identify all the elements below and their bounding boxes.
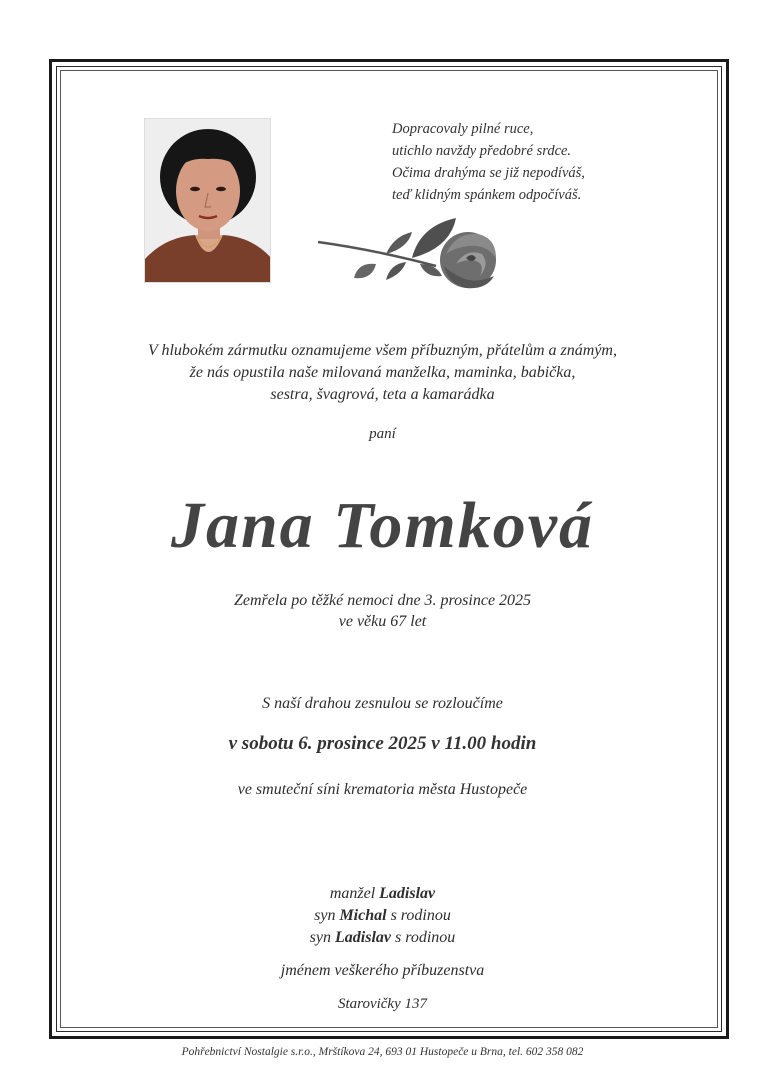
deceased-name: Jana Tomková [170,489,595,562]
address: Starovičky 137 [338,996,427,1012]
behalf-text: jménem veškerého příbuzenstva [280,962,485,979]
announcement-line: V hlubokém zármutku oznamujeme všem příbuzným, přátelům a známým, [148,342,617,359]
poem [392,118,652,206]
family-member: manžel Ladislav [329,885,436,902]
poem-line: Očima drahýma se již nepodíváš, [392,165,585,181]
ceremony-datetime: v sobotu 6. prosince 2025 v 11.00 hodin [228,733,537,754]
ceremony-place: ve smuteční síni krematoria města Hustopeče [237,781,528,798]
age-line: ve věku 67 let [338,613,427,630]
poem-line: teď klidným spánkem odpočíváš. [392,187,582,203]
rose-illustration [316,214,506,296]
family-member: syn Ladislav s rodinou [309,929,456,946]
title-prefix: paní [369,426,396,442]
family-list [0,883,765,949]
announcement-line: že nás opustila naše milovaná manželka, maminka, babička, [189,364,576,381]
announcement-line: sestra, švagrová, teta a kamarádka [270,386,495,403]
farewell-text: S naší drahou zesnulou se rozloučíme [262,695,503,712]
death-date-line: Zemřela po těžké nemoci dne 3. prosince 2025 [233,592,532,609]
funeral-service-footer: Pohřebnictví Nostalgie s.r.o., Mrštíkova 24, 693 01 Hustopeče u Brna, tel. 602 358 082 [181,1046,584,1058]
announcement-text [0,340,765,406]
family-member: syn Michal s rodinou [314,907,451,924]
poem-line: Dopracovaly pilné ruce, [392,121,534,137]
death-info [0,590,765,632]
portrait-photo [144,118,271,283]
poem-line: utichlo navždy předobré srdce. [392,143,572,159]
